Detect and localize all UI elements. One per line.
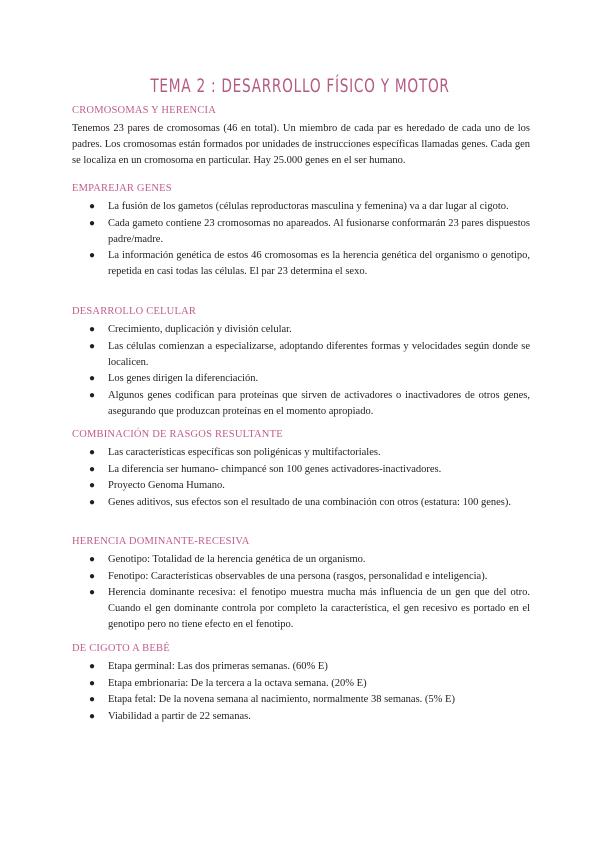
section-cromosomas [72,104,530,169]
list-item: ● Fenotipo: Características observables de una persona (rasgos, personalidad e inteligencia). [72,569,530,585]
section-heading: EMPAREJAR GENES [72,183,172,194]
bullet-icon: ● [89,496,96,508]
bullet-icon: ● [89,373,96,384]
list-item: ● Genes aditivos, sus efectos son el resultado de una combinación con otros (estatura: 100 genes). [72,495,530,511]
list-item: ● La fusión de los gametos (células reproductoras masculina y femenina) va a dar lugar al cigoto. [72,199,530,215]
section-emparejar-genes [72,182,530,281]
bullet-icon: ● [89,447,96,458]
list-item: ● Algunos genes codifican para proteínas que sirven de activadores o inactivadores de otros genes, asegurando que produzcan proteínas en el momento apropiado. [89,389,530,417]
bullet-icon: ● [89,694,96,705]
section-heading: COMBINACIÓN DE RASGOS RESULTANTE [72,429,283,440]
bullet-list [72,659,530,725]
bullet-icon: ● [89,463,96,475]
section-paragraph: Tenemos 23 pares de cromosomas (46 en total). Un miembro de cada par es heredado de cada uno de los padres. Los cromosomas están formados por unidades de instrucciones específicas llamadas genes. Cada gen se localiza en un cromosoma en particular. Hay 25.000 genes en el ser humano. [72,123,530,166]
list-item: ● Crecimiento, duplicación y división celular. [72,322,530,338]
list-item: ● Las células comienzan a especializarse, adoptando diferentes formas y velocidades según donde se localicen. [89,340,530,368]
bullet-icon: ● [89,217,96,229]
list-item: ● La diferencia ser humano- chimpancé son 100 genes activadores-inactivadores. [72,462,530,478]
list-item: ● Las características específicas son poligénicas y multifactoriales. [72,445,530,461]
bullet-icon: ● [89,587,96,598]
bullet-icon: ● [89,324,96,335]
list-item: ● Proyecto Genoma Humano. [72,478,530,494]
section-desarrollo-celular [72,305,530,420]
list-item: ● Etapa embrionaria: De la tercera a la octava semana. (20% E) [72,676,530,692]
list-item: ● Herencia dominante recesiva: el fenotipo muestra mucha más influencia de un gen que del otro. Cuando el gen dominante controla por completo la característica, el gen recesivo es portado en el genotipo pero no tiene efecto en el fenotipo. [89,587,530,630]
bullet-icon: ● [89,480,96,491]
bullet-list [72,322,530,420]
page-title: TEMA 2 : DESARROLLO FÍSICO Y MOTOR [150,75,450,97]
bullet-icon: ● [89,677,96,689]
list-item: ● Viabilidad a partir de 22 semanas. [72,709,530,725]
bullet-icon: ● [89,250,96,261]
bullet-icon: ● [89,570,96,582]
section-heading: HERENCIA DOMINANTE-RECESIVA [72,536,250,547]
bullet-icon: ● [89,661,96,672]
bullet-list [72,445,530,511]
bullet-icon: ● [89,340,96,352]
list-item: ● Genotipo: Totalidad de la herencia genética de un organismo. [72,552,530,568]
bullet-icon: ● [89,201,96,212]
bullet-list [72,199,530,280]
list-item: ● Etapa germinal: Las dos primeras semanas. (60% E) [72,659,530,675]
bullet-icon: ● [89,554,96,565]
section-heading: CROMOSOMAS Y HERENCIA [72,105,217,116]
section-heading: DESARROLLO CELULAR [72,306,197,317]
list-item: ● Cada gameto contiene 23 cromosomas no apareados. Al fusionarse conformarán 23 pares dispuestos padre/madre. [89,217,530,245]
list-item: ● La información genética de estos 46 cromosomas es la herencia genética del organismo o genotipo, repetida en casi todas las células. El par 23 determina el sexo. [89,250,530,277]
bullet-icon: ● [89,710,96,722]
section-herencia-dominante [72,535,530,634]
list-item: ● Los genes dirigen la diferenciación. [72,371,530,387]
section-cigoto-bebe [72,642,530,725]
bullet-list [72,552,530,633]
bullet-icon: ● [89,389,96,401]
section-combinacion-rasgos [72,428,530,511]
section-heading: DE CIGOTO A BEBÉ [72,643,170,654]
list-item: ● Etapa fetal: De la novena semana al nacimiento, normalmente 38 semanas. (5% E) [72,692,530,708]
